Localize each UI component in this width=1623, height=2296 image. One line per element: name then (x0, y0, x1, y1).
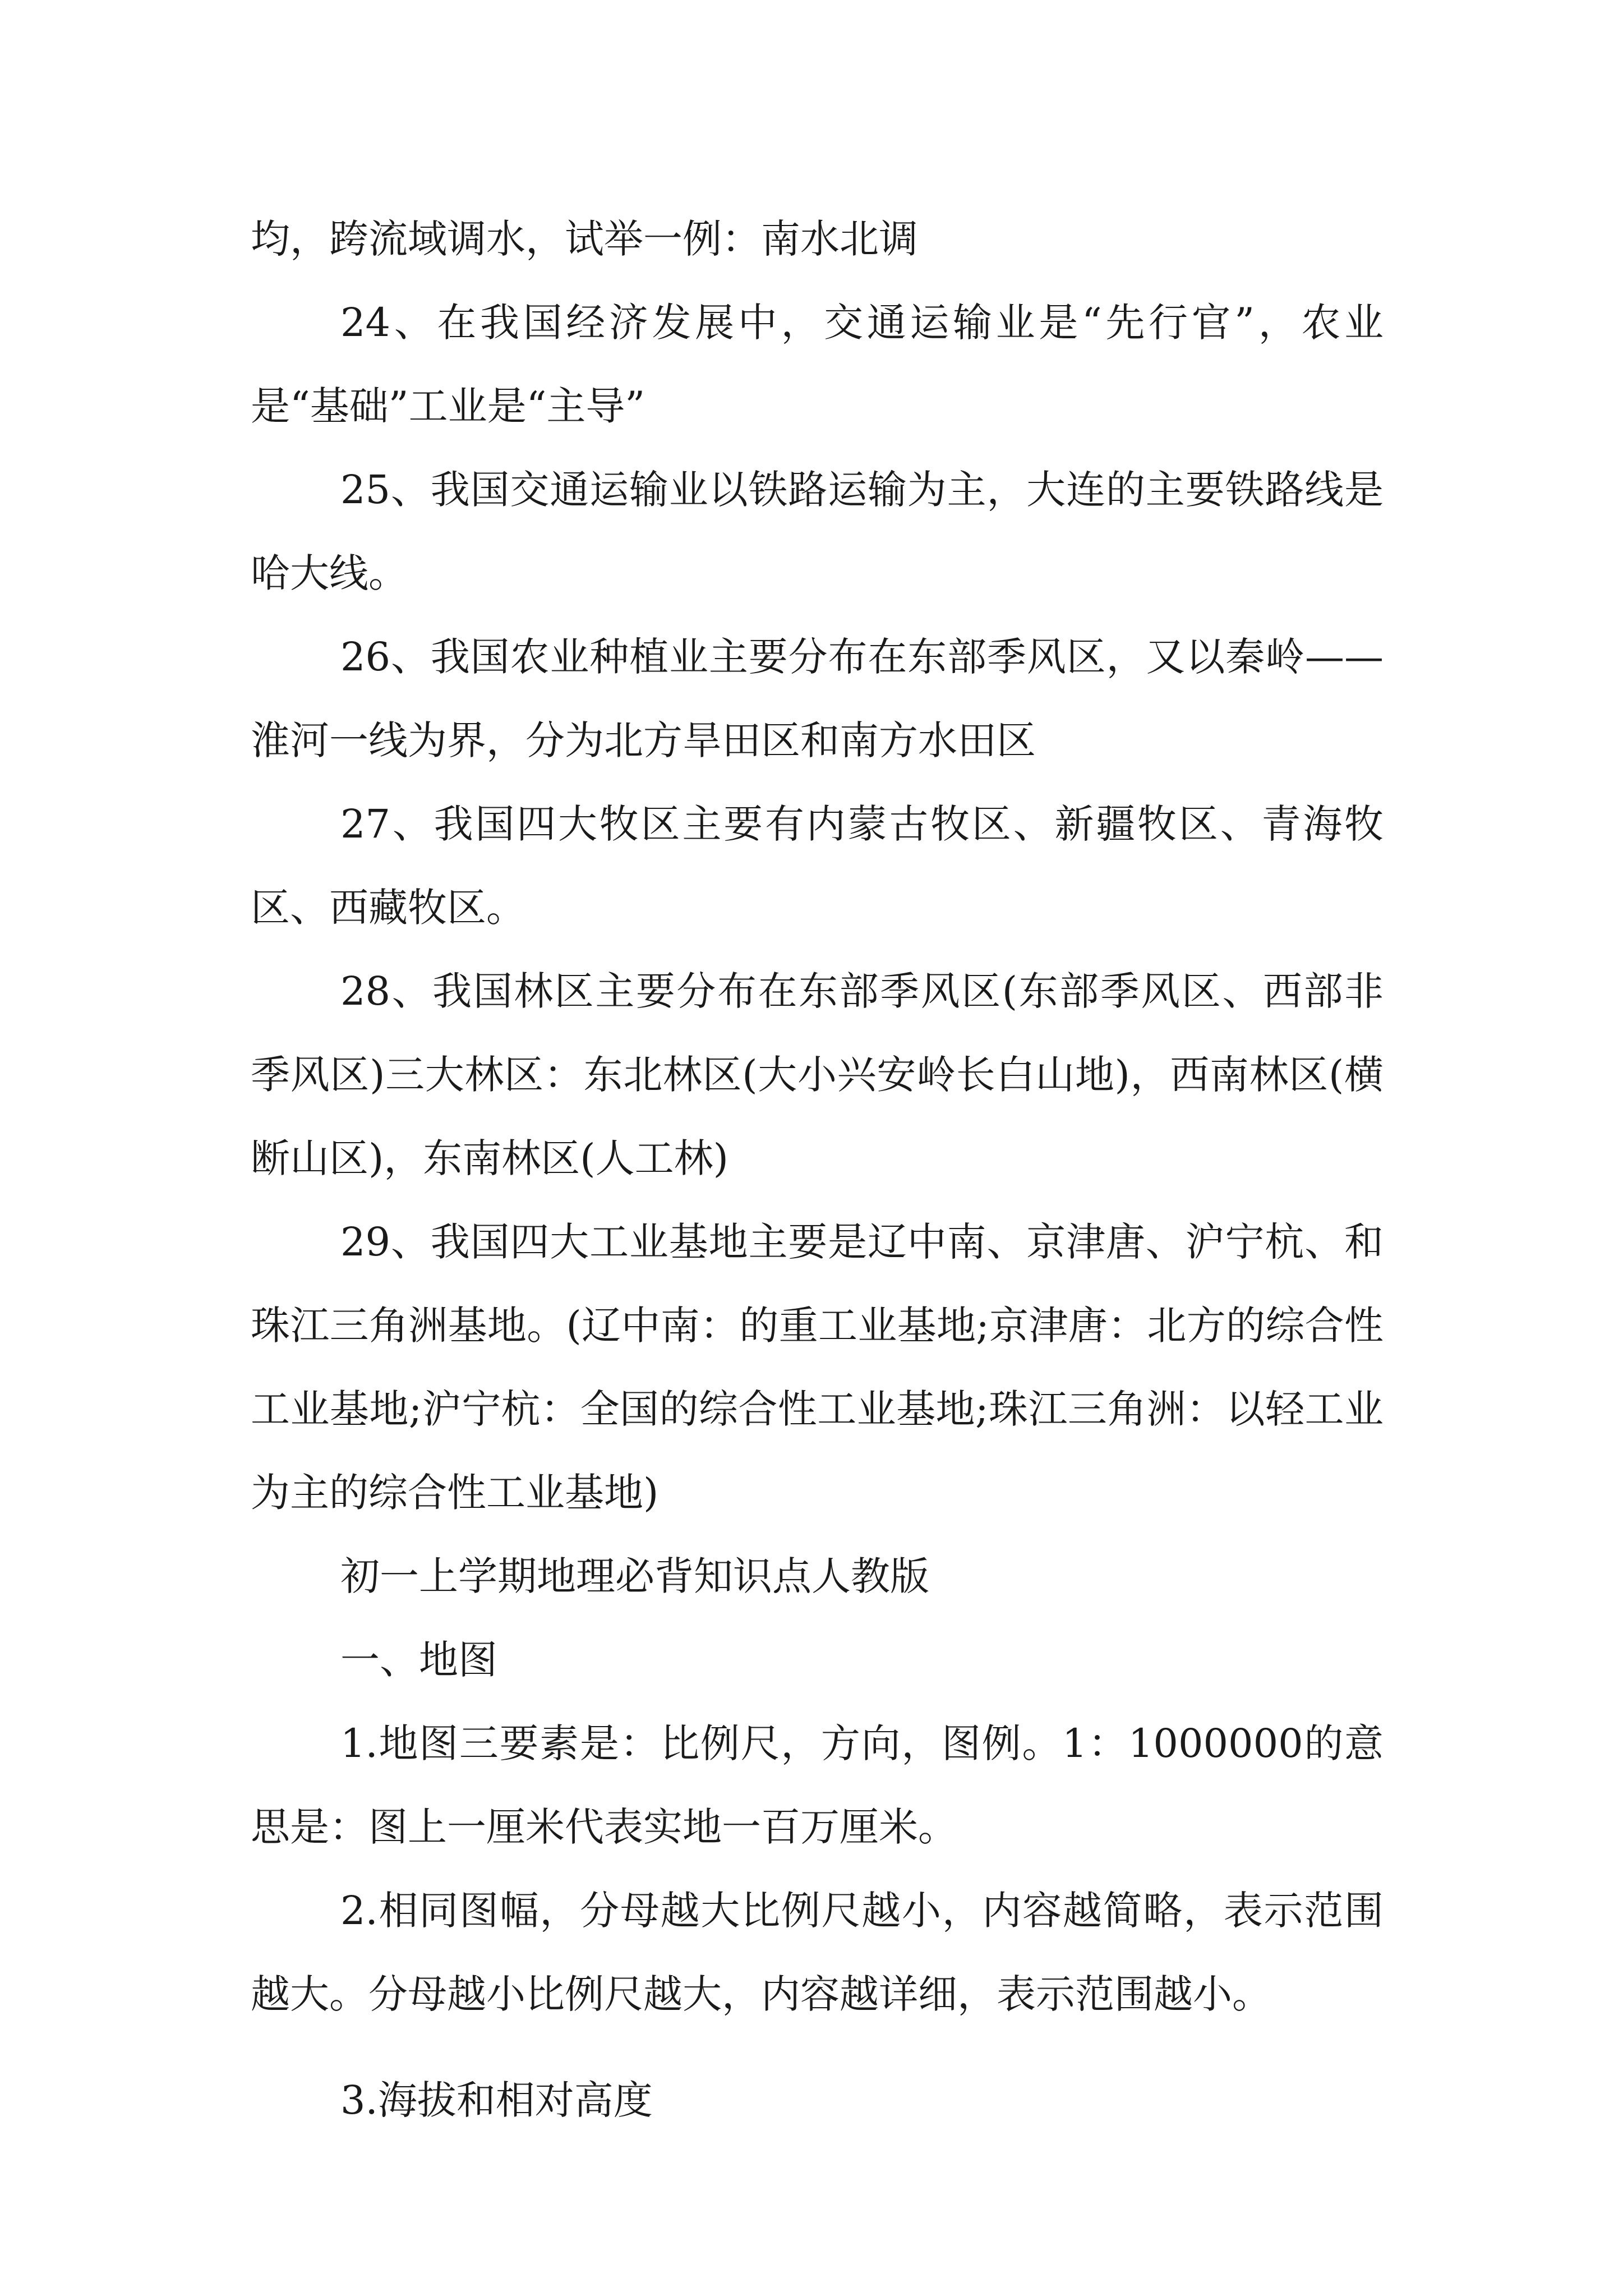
paragraph-item-26: 26、我国农业种植业主要分布在东部季风区，又以秦岭——淮河一线为界，分为北方旱田区和南方水田区 (251, 634, 1384, 763)
paragraph-item-29: 29、我国四大工业基地主要是辽中南、京津唐、沪宁杭、和珠江三角洲基地。(辽中南：的重工业基地;京津唐：北方的综合性工业基地;沪宁杭：全国的综合性工业基地;珠江三角洲：以轻工业为主的综合性工业基地) (251, 1219, 1384, 1516)
section-heading-map: 一、地图 (340, 1637, 497, 1683)
paragraph-item-28: 28、我国林区主要分布在东部季风区(东部季风区、西部非季风区)三大林区：东北林区(大小兴安岭长白山地)，西南林区(横断山区)，东南林区(人工林) (251, 968, 1384, 1181)
paragraph-continuation: 均，跨流域调水，试举一例：南水北调 (251, 216, 918, 262)
paragraph-item-27: 27、我国四大牧区主要有内蒙古牧区、新疆牧区、青海牧区、西藏牧区。 (251, 801, 1384, 931)
paragraph-map-1: 1.地图三要素是：比例尺，方向，图例。1：1000000的意思是：图上一厘米代表实地一百万厘米。 (251, 1720, 1384, 1850)
paragraph-item-24: 24、在我国经济发展中，交通运输业是“先行官”，农业是“基础”工业是“主导” (251, 300, 1384, 429)
document-body (251, 197, 1384, 2142)
section-title: 初一上学期地理必背知识点人教版 (340, 1553, 929, 1599)
paragraph-item-25: 25、我国交通运输业以铁路运输为主，大连的主要铁路线是哈大线。 (251, 467, 1384, 596)
paragraph-map-3: 3.海拔和相对高度 (340, 2077, 653, 2123)
paragraph-map-2: 2.相同图幅，分母越大比例尺越小，内容越简略，表示范围越大。分母越小比例尺越大，内容越详细，表示范围越小。 (251, 1888, 1384, 2017)
